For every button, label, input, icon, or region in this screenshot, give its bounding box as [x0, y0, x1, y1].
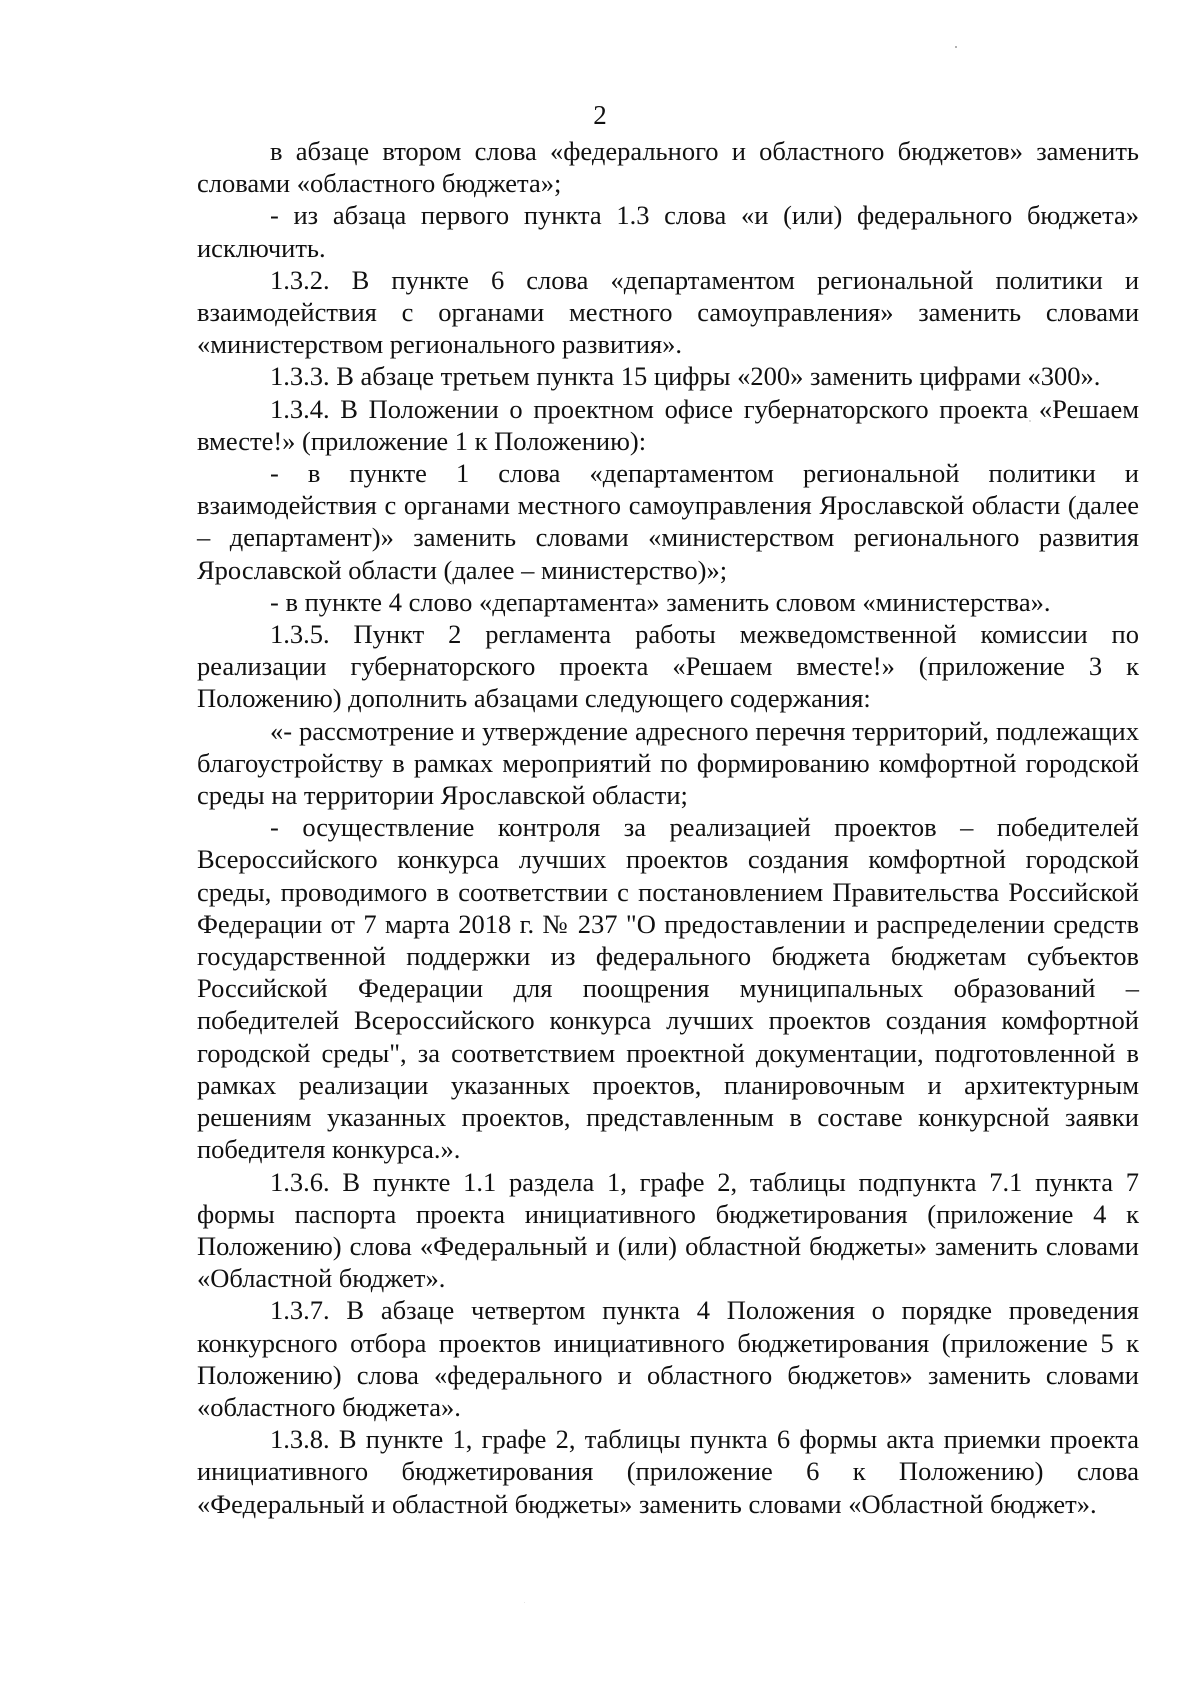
- paragraph: в абзаце втором слова «федерального и областного бюджетов» заменить словами «областного бюджета»;: [197, 136, 1139, 199]
- paragraph: 1.3.3. В абзаце третьем пункта 15 цифры «200» заменить цифрами «300».: [270, 361, 1101, 392]
- paragraph: - из абзаца первого пункта 1.3 слова «и (или) федерального бюджета» исключить.: [197, 200, 1139, 263]
- paragraph: 1.3.4. В Положении о проектном офисе губернаторского проекта «Решаем вместе!» (приложение 1 к Положению):: [197, 393, 1139, 456]
- paragraph: 1.3.8. В пункте 1, графе 2, таблицы пункта 6 формы акта приемки проекта инициативного бюджетирования (приложение 6 к Положению) слова «Федеральный и областной бюджеты» заменить словами «Областной бюджет».: [197, 1424, 1139, 1519]
- paragraph: «- рассмотрение и утверждение адресного перечня территорий, подлежащих благоустройству в рамках мероприятий по формированию комфортной городской среды на территории Ярославской области;: [197, 715, 1139, 811]
- paragraph: 1.3.7. В абзаце четвертом пункта 4 Положения о порядке проведения конкурсного отбора проектов инициативного бюджетирования (приложение 5 к Положению) слова «федерального и областного бюджетов» заменить словами «областного бюджета».: [197, 1295, 1139, 1422]
- paragraph: - в пункте 1 слова «департаментом региональной политики и взаимодействия с органами местного самоуправления Ярославской области (далее – департамент)» заменить словами «министерством регионального развития Ярославской области (далее – министерство)»;: [197, 458, 1139, 585]
- paragraph: 1.3.5. Пункт 2 регламента работы межведомственной комиссии по реализации губернаторского проекта «Решаем вместе!» (приложение 3 к Положению) дополнить абзацами следующего содержания:: [197, 619, 1139, 714]
- paragraph: 1.3.6. В пункте 1.1 раздела 1, графе 2, таблицы подпункта 7.1 пункта 7 формы паспорта проекта инициативного бюджетирования (приложение 4 к Положению) слова «Федеральный и (или) областной бюджеты» заменить словами «Областной бюджет».: [197, 1166, 1139, 1294]
- paragraph: 1.3.2. В пункте 6 слова «департаментом региональной политики и взаимодействия с органами местного самоуправления» заменить словами «министерством регионального развития».: [197, 264, 1139, 360]
- document-body: [197, 135, 1139, 1520]
- paragraph: - осуществление контроля за реализацией проектов – победителей Всероссийского конкурса лучших проектов создания комфортной городской среды, проводимого в соответствии с постановлением Правительства Российской Федерации от 7 марта 2018 г. № 237 "О предоставлении и распределении средств государственной поддержки из федерального бюджета бюджетам субъектов Российской Федерации для поощрения муниципальных образований – победителей Всероссийского конкурса лучших проектов создания комфортной городской среды", за соответствием проектной документации, подготовленной в рамках реализации указанных проектов, планировочным и архитектурным решениям указанных проектов, представленным в составе конкурсной заявки победителя конкурса.».: [197, 812, 1139, 1165]
- page-number: 2: [593, 100, 607, 130]
- scan-speck: [524, 1602, 525, 1603]
- scan-speck: [955, 46, 957, 48]
- paragraph: - в пункте 4 слово «департамента» заменить словом «министерства».: [270, 586, 1051, 617]
